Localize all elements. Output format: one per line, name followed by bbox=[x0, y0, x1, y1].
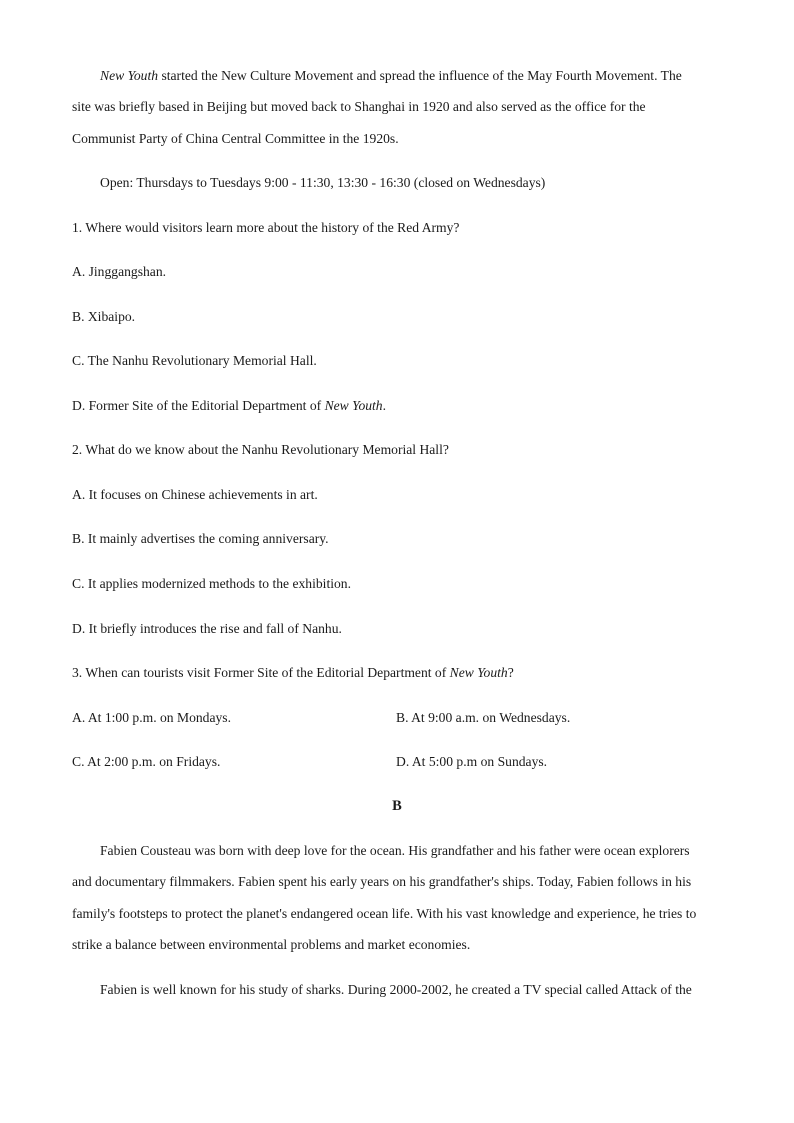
question-3-stem: 3. When can tourists visit Former Site of the Editorial Department of New Youth? bbox=[72, 665, 514, 680]
opening-hours: Open: Thursdays to Tuesdays 9:00 - 11:30, 13:30 - 16:30 (closed on Wednesdays) bbox=[100, 175, 546, 190]
question-1-option-b: B. Xibaipo. bbox=[72, 309, 136, 324]
question-2-stem: 2. What do we know about the Nanhu Revolutionary Memorial Hall? bbox=[72, 442, 449, 457]
section-b-para-1-line-2: and documentary filmmakers. Fabien spent his early years on his grandfather's ships. Today, Fabien follows in his bbox=[72, 874, 692, 889]
question-1-option-d: D. Former Site of the Editorial Department of New Youth. bbox=[72, 398, 387, 413]
question-2-option-a: A. It focuses on Chinese achievements in art. bbox=[72, 487, 318, 502]
section-b-heading: B bbox=[392, 798, 402, 814]
magazine-title: New Youth bbox=[100, 68, 159, 83]
question-3-option-a: A. At 1:00 p.m. on Mondays. bbox=[72, 710, 231, 725]
question-3-option-c: C. At 2:00 p.m. on Fridays. bbox=[72, 754, 221, 769]
question-3-option-b: B. At 9:00 a.m. on Wednesdays. bbox=[396, 710, 571, 725]
question-1-option-c: C. The Nanhu Revolutionary Memorial Hall. bbox=[72, 353, 317, 368]
section-b-para-2-line-1: Fabien is well known for his study of sharks. During 2000-2002, he created a TV special called Attack of the bbox=[100, 982, 692, 997]
passage-a-line-3: Communist Party of China Central Committee in the 1920s. bbox=[72, 131, 399, 146]
passage-a-line-2: site was briefly based in Beijing but moved back to Shanghai in 1920 and also served as the office for the bbox=[72, 99, 646, 114]
question-2-option-b: B. It mainly advertises the coming anniversary. bbox=[72, 531, 329, 546]
passage-a-line-1: New Youth started the New Culture Movement and spread the influence of the May Fourth Movement. The bbox=[100, 68, 682, 83]
section-b-para-1-line-4: strike a balance between environmental problems and market economies. bbox=[72, 937, 471, 952]
question-1-option-a: A. Jinggangshan. bbox=[72, 264, 167, 279]
section-b-para-1-line-3: family's footsteps to protect the planet's endangered ocean life. With his vast knowledge and experience, he tries to bbox=[72, 906, 697, 921]
question-3-option-d: D. At 5:00 p.m on Sundays. bbox=[396, 754, 548, 769]
question-1-stem: 1. Where would visitors learn more about the history of the Red Army? bbox=[72, 220, 460, 235]
section-b-para-1-line-1: Fabien Cousteau was born with deep love for the ocean. His grandfather and his father were ocean explorers bbox=[100, 843, 690, 858]
question-2-option-d: D. It briefly introduces the rise and fall of Nanhu. bbox=[72, 621, 342, 636]
question-2-option-c: C. It applies modernized methods to the exhibition. bbox=[72, 576, 351, 591]
